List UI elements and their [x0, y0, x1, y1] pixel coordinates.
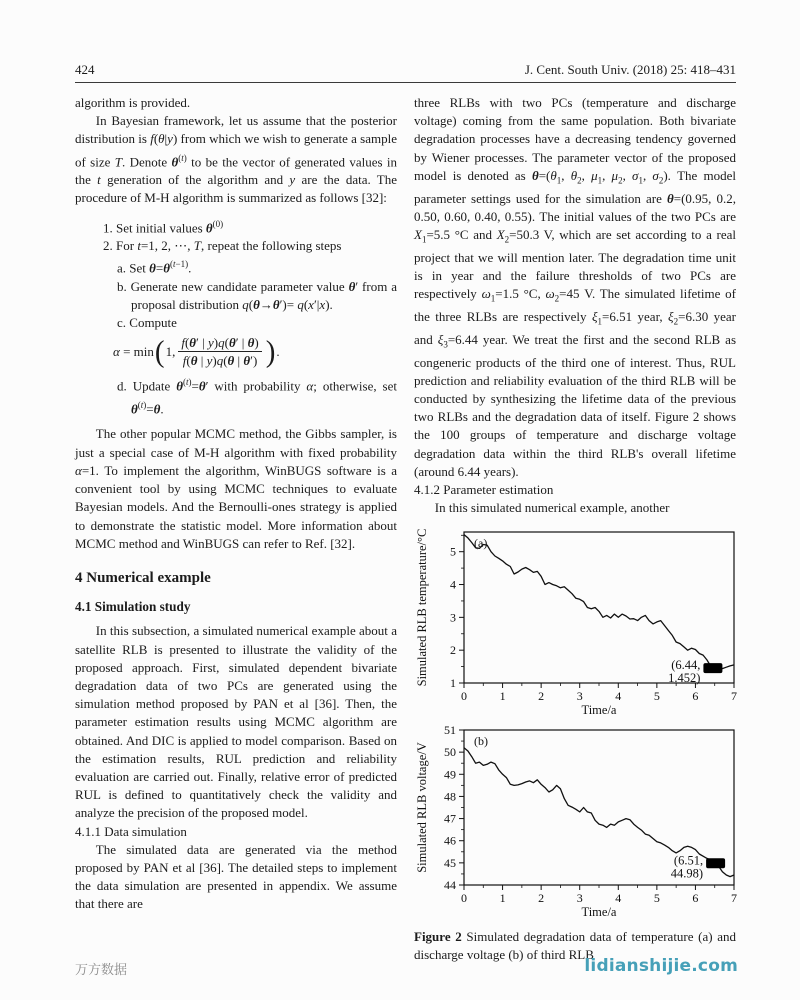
svg-text:48: 48 — [444, 789, 456, 804]
data-point-marker — [706, 858, 725, 868]
formula-numerator: f(θ′ | y)q(θ′ | θ) — [178, 335, 261, 352]
svg-text:51: 51 — [444, 722, 456, 737]
svg-text:3: 3 — [576, 890, 583, 905]
svg-text:1: 1 — [450, 676, 456, 691]
svg-text:45: 45 — [444, 855, 456, 870]
svg-text:3: 3 — [576, 689, 583, 704]
list-item: 2. For t=1, 2, ⋯, T, repeat the following steps — [103, 238, 342, 254]
svg-text:46: 46 — [444, 833, 456, 848]
svg-text:0: 0 — [461, 689, 467, 704]
left-column — [75, 94, 397, 964]
lidianshijie-watermark: lidianshijie.com — [584, 956, 738, 976]
svg-text:49: 49 — [444, 766, 456, 781]
svg-text:Simulated RLB temperature/°C: Simulated RLB temperature/°C — [415, 529, 429, 687]
svg-text:2: 2 — [538, 890, 545, 905]
svg-text:Time/a: Time/a — [581, 703, 617, 718]
list-item: c. Compute — [117, 315, 177, 331]
svg-text:44: 44 — [444, 877, 456, 892]
svg-text:5: 5 — [653, 689, 660, 704]
svg-text:7: 7 — [731, 890, 737, 905]
svg-text:Simulated RLB voltage/V: Simulated RLB voltage/V — [415, 741, 429, 873]
svg-text:6: 6 — [692, 689, 699, 704]
list-item: b. Generate new candidate parameter value θ′ from a proposal distribution q(θ→θ′)= q(x′|x). — [117, 278, 397, 313]
svg-text:2: 2 — [538, 689, 545, 704]
figure2 — [414, 525, 736, 963]
svg-text:1: 1 — [499, 689, 506, 704]
mh-acceptance-formula — [113, 335, 397, 368]
svg-text:(6.51,: (6.51, — [673, 852, 704, 867]
svg-text:3: 3 — [450, 610, 456, 625]
svg-text:0: 0 — [461, 890, 467, 905]
paragraph: The simulated data are generated via the method proposed by PAN et al [36]. The detailed steps to implement the data simulation are presented in appendix. We assume that there are — [75, 841, 397, 912]
svg-text:47: 47 — [444, 811, 456, 826]
formula-fraction — [178, 335, 261, 368]
list-item: 1. Set initial values $\theta^{(0)}$ — [103, 218, 224, 235]
formula-lhs: α = min — [113, 343, 154, 359]
journal-reference: J. Cent. South Univ. (2018) 25: 418–431 — [524, 62, 736, 77]
paragraph: In this subsection, a simulated numerical example about a satellite RLB is presented to illustrate the validity of the proposed approach. First, simulated dependent bivariate degradation data of two PCs are generated using the simulation method proposed by PAN et al [36]. Then, the parameter estimation results using MCMC algorithm are obtained. And DIC is applied to model comparison. Based on the estimation results, RUL prediction and reliability evaluation are carried out. Finally, relative error of predicted RUL is defined to quantitatively check the validity and analyze the precision of the proposed model. — [75, 623, 397, 821]
subsubsection-heading: 4.1.2 Parameter estimation — [414, 482, 554, 498]
svg-text:(6.44,: (6.44, — [671, 658, 701, 673]
list-item: d. Update $\theta^{(t)}=\theta'$ with probability α; otherwise, set $\theta^{(t)}=\theta$. — [117, 377, 397, 417]
svg-text:6: 6 — [692, 890, 699, 905]
subsection-heading: 4.1 Simulation study — [75, 599, 191, 615]
paragraph: three RLBs with two PCs (temperature and discharge voltage) coming from the same population. Both bivariate degradation processes have a decreasing tendency governed by Wiener processes. The parameter vector of the proposed model is denoted as $\theta=(\theta_1$, $\theta_2$, $\mu_1$, $\mu_2$, $\sigma_1$, $\sigma_2$). The model parameter settings used for the simulation are θ=(0.95, 0.2, 0.50, 0.60, 0.40, 0.55). The initial values of the two PCs are $X_1=5.5$ °C and $X_2=50.3$ V, which are set according to a real project that we will mention later. The degradation time unit is in year and the failure thresholds of two PCs are respectively $\omega_1=1.5$ °C, $\omega_2=45$ V. The simulated lifetime of the three RLBs are respectively $\xi_1=6.51$ year, $\xi_2=6.30$ year and $\xi_3=6.44$ year. We treat the first and the second RLB as congeneric products of the third one of interest. Thus, RUL prediction and reliability evaluation of the third RLB will be conducted by synthesizing the lifetime data of the previous two RLBs and the degradation data of itself. Figure 2 shows the 100 groups of temperature and discharge voltage degradation data within the third RLB's overall lifetime (around 6.44 years). — [414, 95, 737, 479]
page-header — [75, 62, 736, 83]
paragraph: In this simulated numerical example, another — [434, 500, 670, 516]
svg-text:44.98): 44.98) — [670, 865, 704, 880]
svg-text:(a): (a) — [474, 536, 488, 551]
wanfang-watermark: 万方数据 — [75, 963, 128, 978]
svg-text:(b): (b) — [474, 733, 488, 748]
algorithm-steps-list — [75, 215, 397, 419]
formula-open-paren: ( — [154, 335, 165, 369]
figure2b-voltage-chart — [414, 723, 744, 919]
svg-text:Time/a: Time/a — [581, 904, 617, 919]
right-column — [414, 94, 736, 964]
formula-denominator: f(θ | y)q(θ | θ′) — [182, 353, 258, 369]
svg-text:2: 2 — [450, 643, 456, 658]
svg-text:50: 50 — [444, 744, 456, 759]
formula-period: . — [276, 343, 280, 359]
formula-close-paren: ) — [265, 335, 276, 369]
paragraph: algorithm is provided. — [75, 95, 191, 110]
formula-arg: 1, — [165, 343, 176, 359]
svg-text:5: 5 — [653, 890, 660, 905]
figure2a-temperature-chart — [414, 525, 744, 717]
list-item: a. Set $\theta=\theta^{(t-1)}$. — [117, 259, 192, 276]
svg-text:1.452): 1.452) — [668, 671, 701, 686]
svg-text:4: 4 — [615, 890, 622, 905]
section-heading: 4 Numerical example — [75, 569, 211, 586]
svg-text:4: 4 — [615, 689, 622, 704]
paragraph: In Bayesian framework, let us assume that the posterior distribution is f(θ|y) from which we wish to generate a sample of size T. Denote $\theta^{(t)}$ to be the vector of generated values in the t generation of the algorithm and y are the data. The procedure of M-H algorithm is summarized as follows [32]: — [75, 113, 397, 206]
data-point-marker — [703, 664, 722, 674]
svg-text:4: 4 — [450, 577, 456, 592]
subsubsection-heading: 4.1.1 Data simulation — [75, 823, 187, 839]
svg-text:1: 1 — [499, 890, 506, 905]
page-number: 424 — [75, 62, 95, 77]
svg-text:7: 7 — [731, 689, 737, 704]
svg-text:5: 5 — [450, 545, 456, 560]
paragraph: The other popular MCMC method, the Gibbs sampler, is just a special case of M-H algorithm with fixed probability α=1. To implement the algorithm, WinBUGS software is a convenient tool by using MCMC techniques to evaluate Bayesian models. And the Bernoulli-ones strategy is applied to demonstrate the statistic model. More information about MCMC method and WinBUGS can refer to Ref. [32]. — [75, 426, 397, 551]
figure-caption: Figure 2 Simulated degradation data of temperature (a) and discharge voltage (b) of third RLB — [414, 928, 736, 962]
